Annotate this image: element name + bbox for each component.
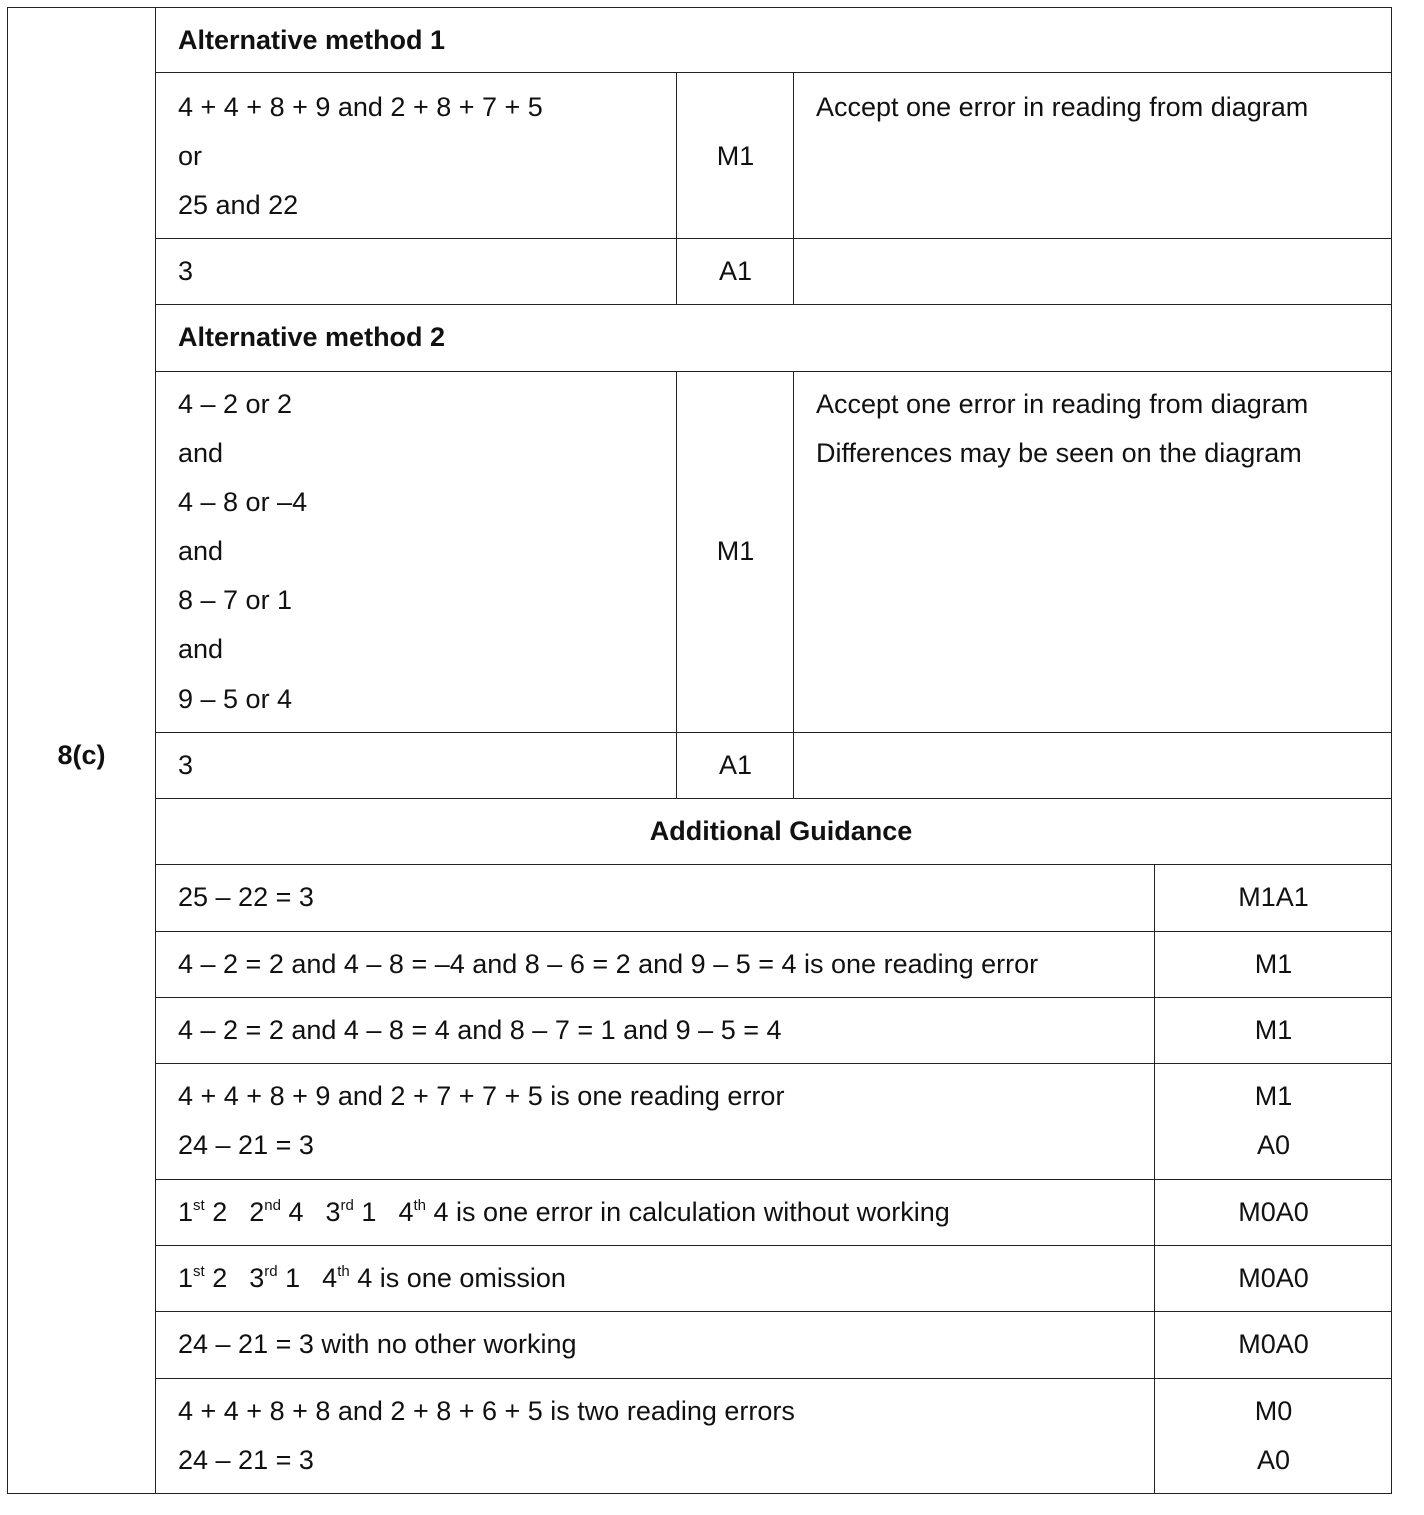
guidance-text: 24 – 21 = 3: [178, 1130, 314, 1160]
alt1-line-2: or: [178, 141, 203, 171]
guidance-text: 4 + 4 + 8 + 8 and 2 + 8 + 6 + 5 is two reading errors: [178, 1396, 795, 1426]
alt2-mark-2: A1: [718, 750, 753, 780]
alt1-answer: 3: [178, 256, 194, 286]
guidance-header: Additional Guidance: [649, 816, 913, 846]
question-number: 8(c): [57, 740, 106, 770]
guidance-ordinal-text: 1st 2 3rd 1 4th 4 is one omission: [178, 1263, 566, 1293]
guidance-text: 24 – 21 = 3: [178, 1445, 314, 1475]
guidance-text: 24 – 21 = 3 with no other working: [178, 1329, 577, 1359]
guidance-mark: M1A1: [1238, 882, 1309, 912]
guidance-mark: M1: [1254, 949, 1293, 979]
divider: [793, 371, 794, 798]
divider: [676, 371, 677, 798]
alt1-mark-2: A1: [718, 256, 753, 286]
guidance-text: 4 + 4 + 8 + 9 and 2 + 7 + 7 + 5 is one reading error: [178, 1081, 785, 1111]
alt2-line-2: and: [178, 438, 224, 468]
guidance-mark: A0: [1256, 1130, 1291, 1160]
guidance-mark: A0: [1256, 1445, 1291, 1475]
alt2-line-6: and: [178, 634, 224, 664]
alt1-comment: Accept one error in reading from diagram: [816, 92, 1309, 122]
alt2-comment-2: Differences may be seen on the diagram: [816, 438, 1302, 468]
guidance-mark: M1: [1254, 1081, 1293, 1111]
guidance-text: 4 – 2 = 2 and 4 – 8 = –4 and 8 – 6 = 2 and 9 – 5 = 4 is one reading error: [178, 949, 1039, 979]
guidance-mark: M0A0: [1238, 1263, 1309, 1293]
guidance-text: 4 – 2 = 2 and 4 – 8 = 4 and 8 – 7 = 1 and 9 – 5 = 4: [178, 1015, 782, 1045]
alt2-comment-1: Accept one error in reading from diagram: [816, 389, 1309, 419]
guidance-mark: M1: [1254, 1015, 1293, 1045]
alt2-answer: 3: [178, 750, 194, 780]
alt1-mark-1: M1: [716, 141, 755, 171]
alt1-line-1: 4 + 4 + 8 + 9 and 2 + 8 + 7 + 5: [178, 92, 543, 122]
guidance-mark: M0A0: [1238, 1197, 1309, 1227]
alt2-header: Alternative method 2: [178, 322, 446, 352]
divider: [676, 72, 677, 304]
alt2-line-7: 9 – 5 or 4: [178, 684, 293, 714]
guidance-text: 25 – 22 = 3: [178, 882, 314, 912]
alt2-line-1: 4 – 2 or 2: [178, 389, 293, 419]
alt2-line-3: 4 – 8 or –4: [178, 487, 308, 517]
alt1-header: Alternative method 1: [178, 25, 446, 55]
alt2-line-5: 8 – 7 or 1: [178, 585, 293, 615]
alt1-line-3: 25 and 22: [178, 190, 299, 220]
guidance-mark: M0: [1254, 1396, 1293, 1426]
guidance-mark: M0A0: [1238, 1329, 1309, 1359]
alt2-line-4: and: [178, 536, 224, 566]
alt2-mark-1: M1: [716, 536, 755, 566]
divider: [793, 72, 794, 304]
question-column: [7, 7, 156, 1494]
divider: [1154, 864, 1155, 1494]
guidance-ordinal-text: 1st 2 2nd 4 3rd 1 4th 4 is one error in calculation without working: [178, 1197, 950, 1227]
